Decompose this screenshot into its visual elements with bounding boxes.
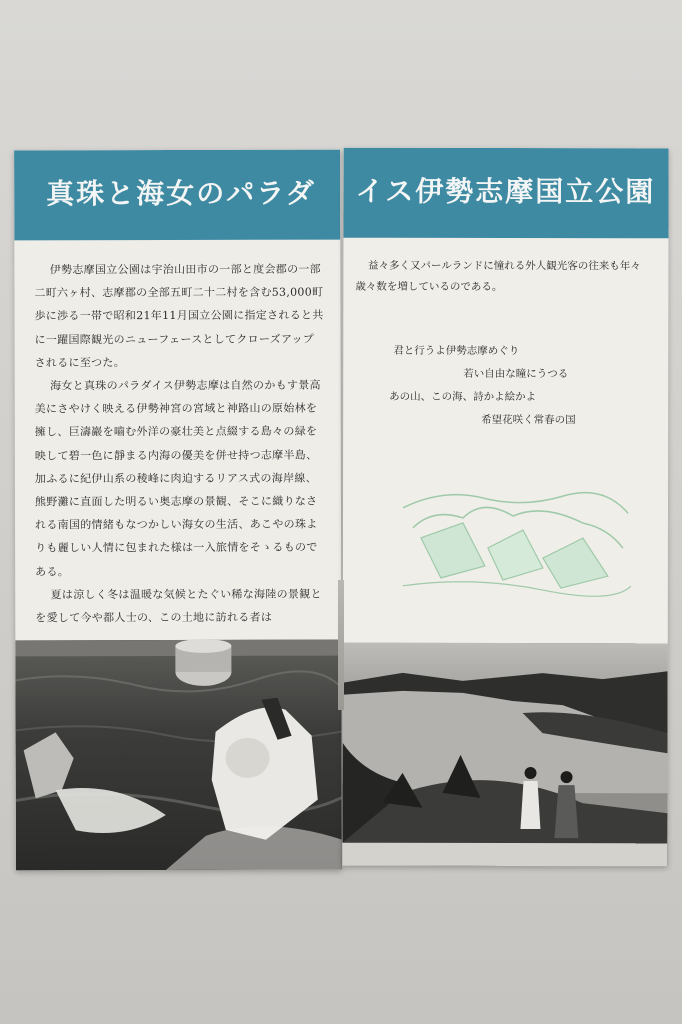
right-banner [343, 148, 668, 239]
bay-view-photo [342, 643, 667, 867]
left-body-text [34, 258, 325, 630]
fold-spine [338, 580, 344, 710]
poem [383, 340, 653, 432]
poem-line-4: 希望花咲く常春の国 [481, 413, 576, 427]
ama-divers-photo [15, 640, 342, 871]
paragraph-2: 海女と真珠のパラダイス伊勢志摩は自然のかもす景高美にさやけく映える伊勢神宮の宮域と神路山の原始林を擁し、巨濤巖を嚙む外洋の豪壮美と点綴する島々の緑を映して碧一色に靜まる内海の優美を併せ持つ志摩半島、加ふるに紀伊山系の稜峰に肉迫するリアス式の海岸線、熊野灘に直面した明るい奥志摩の景観、そこに織りなされる南国的情緒もなつかしい海女の生活、あこやの珠よりも麗しい人情に包まれた様は一入旅情をそゝるものである。 [34, 378, 321, 579]
coastal-sketch-illustration [393, 468, 633, 598]
ama-divers-illustration [15, 640, 342, 871]
poem-line-1: 君と行うよ伊勢志摩めぐり [393, 344, 520, 358]
poem-line-3: あの山、この海、詩かよ絵かよ [389, 390, 537, 404]
right-paragraph: 益々多く又パールランドに憧れる外人観光客の往来も年々歳々数を増しているのである。 [355, 259, 641, 293]
left-banner-title: 真珠と海女のパラダ [46, 176, 316, 211]
right-body-text [355, 256, 655, 299]
left-banner [14, 150, 340, 241]
right-banner-title: イス伊勢志摩国立公園 [355, 174, 656, 209]
bay-view-illustration [342, 643, 667, 867]
paragraph-1: 伊勢志摩国立公園は宇治山田市の一部と度会郡の一部二町六ヶ村、志摩郡の全部五町二十二村を含む53,000町歩に渉る一帯で昭和21年11月国立公園に指定されると共に一躍国際観光のニューフェースとしてクローズアップされるに至つた。 [34, 262, 324, 370]
right-page [342, 148, 668, 867]
poem-line-2: 若い自由な瞳にうつる [463, 367, 569, 381]
left-page [14, 150, 342, 871]
paragraph-3: 夏は涼しく冬は温暖な気候とたぐい稀な海陸の景観とを愛して今や都人士の、この土地に訪れる者は [35, 587, 322, 625]
